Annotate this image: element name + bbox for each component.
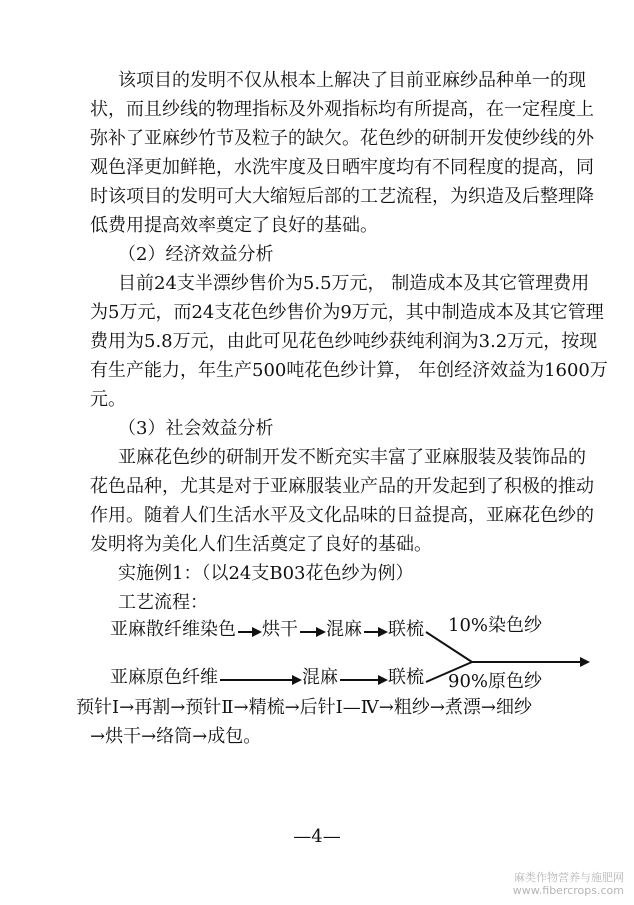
text-line: 花色品种，尤其是对于亚麻服装业产品的开发起到了积极的推动 <box>90 476 594 497</box>
process-sequence: 预针Ⅰ→再割→预针Ⅱ→精梳→后针Ⅰ—Ⅳ→粗纱→煮漂→细纱 <box>76 697 533 718</box>
text-line: 为5万元，而24支花色纱售价为9万元，其中制造成本及其它管理 <box>90 302 604 323</box>
flow-arrow <box>238 631 260 633</box>
watermark <box>513 871 624 897</box>
text-line: 亚麻花色纱的研制开发不断充实丰富了亚麻服装及装饰品的 <box>118 447 586 468</box>
example-heading: 实施例1：（以24支B03花色纱为例） <box>118 563 414 584</box>
flow-label-dyed: 10%染色纱 <box>448 615 543 636</box>
flow-arrow <box>340 679 386 681</box>
text-line: 目前24支半漂纱售价为5.5万元， 制造成本及其它管理费用 <box>118 273 590 294</box>
flow-step-mix: 混麻 <box>326 619 362 640</box>
process-sequence: →烘干→络筒→成包。 <box>90 726 262 747</box>
text-line: 有生产能力，年生产500吨花色纱计算， 年创经济效益为1600万 <box>90 360 608 381</box>
text-line: 时该项目的发明可大大缩短后部的工艺流程，为织造及后整理降 <box>90 186 594 207</box>
flow-step-dry: 烘干 <box>262 619 298 640</box>
flow-arrow <box>220 679 300 681</box>
watermark-line: 麻类作物营养与施肥网 <box>514 871 624 884</box>
flow-arrow <box>364 631 386 633</box>
flow-step-comb: 联梳 <box>388 667 424 688</box>
flow-arrow <box>300 631 324 633</box>
text-line: 状，而且纱线的物理指标及外观指标均有所提高，在一定程度上 <box>90 99 594 120</box>
flow-label-raw: 90%原色纱 <box>448 671 543 692</box>
text-line: 发明将为美化人们生活奠定了良好的基础。 <box>90 534 432 555</box>
text-line: 元。 <box>90 389 126 410</box>
section-heading: （2）经济效益分析 <box>118 244 274 265</box>
flow-step-mix: 混麻 <box>302 667 338 688</box>
text-line: 该项目的发明不仅从根本上解决了目前亚麻纱品种单一的现 <box>118 70 586 91</box>
process-heading: 工艺流程： <box>118 592 208 613</box>
page-number: —4— <box>293 826 341 847</box>
text-line: 观色泽更加鲜艳，水洗牢度及日晒牢度均有不同程度的提高，同 <box>90 157 594 178</box>
text-line: 费用为5.8万元，由此可见花色纱吨纱获纯利润为3.2万元，按现 <box>90 331 598 352</box>
watermark-line: www.fibercrops.com <box>512 884 624 897</box>
text-line: 低费用提高效率奠定了良好的基础。 <box>90 215 378 236</box>
flow-step-comb: 联梳 <box>388 619 424 640</box>
section-heading: （3）社会效益分析 <box>118 418 274 439</box>
text-line: 弥补了亚麻纱竹节及粒子的缺欠。花色纱的研制开发使纱线的外 <box>90 128 594 149</box>
flow-step-raw-fiber: 亚麻原色纤维 <box>110 667 218 688</box>
text-line: 作用。随着人们生活水平及文化品味的日益提高，亚麻花色纱的 <box>90 505 594 526</box>
flow-step-dye: 亚麻散纤维染色 <box>110 619 236 640</box>
